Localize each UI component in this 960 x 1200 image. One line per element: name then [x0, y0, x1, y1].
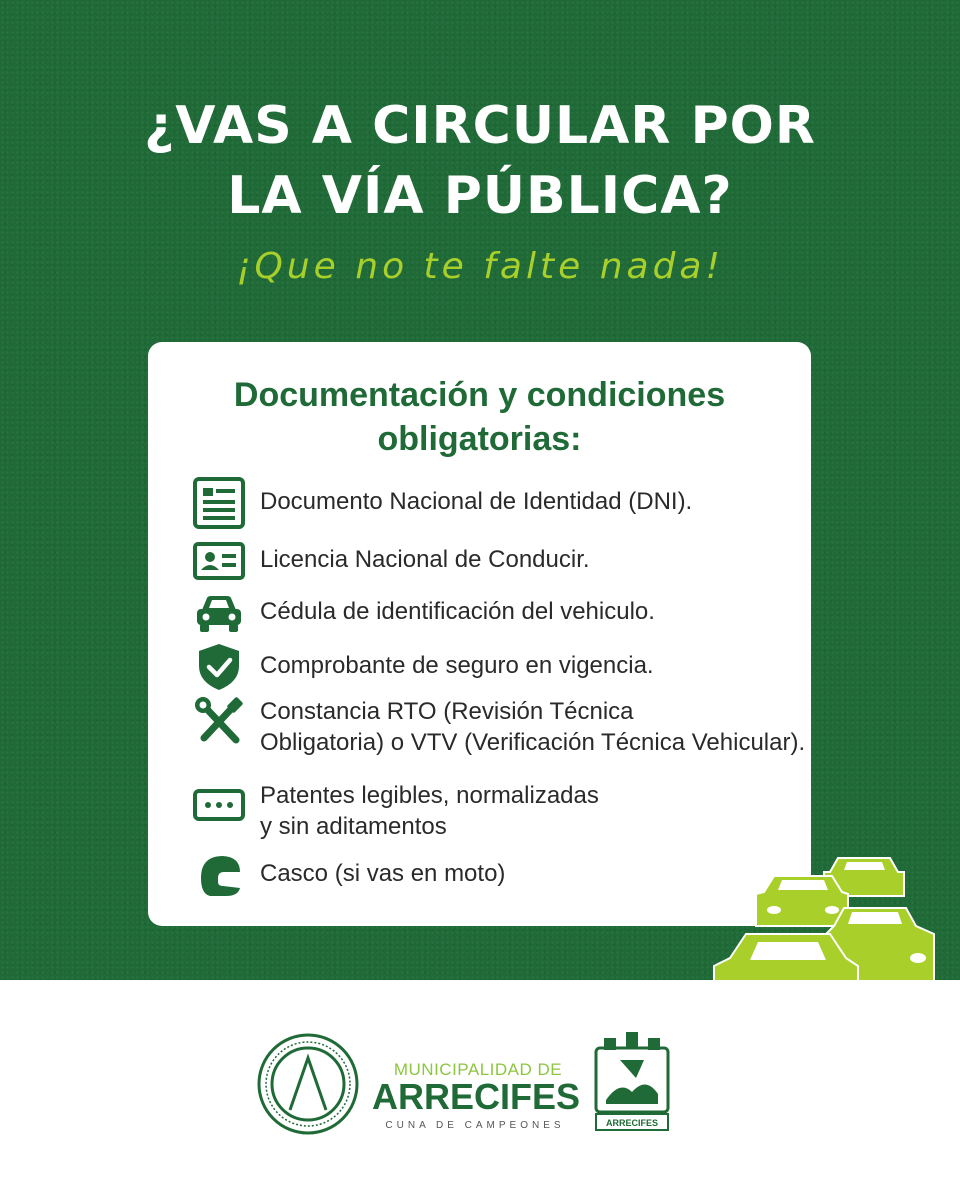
- arrecifes-seal-logo: [256, 1032, 360, 1136]
- id-card-icon: [192, 534, 246, 588]
- requirement-text: Casco (si vas en moto): [260, 860, 506, 887]
- municipality-name: ARRECIFES: [372, 1076, 581, 1117]
- requirement-text: Documento Nacional de Identidad (DNI).: [260, 488, 693, 515]
- subheadline: ¡Que no te falte nada!: [236, 246, 724, 287]
- requirement-item-license: [192, 534, 792, 588]
- requirement-text: Constancia RTO (Revisión Técnica Obligatoria) o VTV (Verificación Técnica Vehicular).: [260, 698, 806, 756]
- headline-line-1: ¿VAS A CIRCULAR POR: [144, 96, 816, 156]
- requirement-item-plates: [192, 778, 792, 842]
- tools-icon: [192, 694, 246, 748]
- municipality-tagline: CUNA DE CAMPEONES: [385, 1120, 565, 1131]
- shield-check-icon: [192, 640, 246, 694]
- helmet-icon: [192, 848, 246, 902]
- requirements-card: [148, 342, 811, 926]
- license-plate-icon: [192, 778, 246, 832]
- card-title-line-1: Documentación y condiciones: [233, 376, 726, 414]
- document-icon: [192, 476, 246, 530]
- car-icon: [192, 586, 246, 640]
- requirement-item-rto-vtv: [192, 694, 806, 758]
- requirement-text: Licencia Nacional de Conducir.: [260, 546, 590, 573]
- crest-label: ARRECIFES: [605, 1118, 659, 1128]
- headline-line-2: LA VÍA PÚBLICA?: [227, 166, 733, 226]
- municipality-label: MUNICIPALIDAD DE: [393, 1060, 563, 1079]
- requirement-item-dni: [192, 476, 792, 530]
- requirement-item-insurance: [192, 640, 792, 694]
- requirement-item-vehicle-id: [192, 586, 792, 640]
- requirement-text: Comprobante de seguro en vigencia.: [260, 652, 654, 679]
- requirement-text: Cédula de identificación del vehiculo.: [260, 598, 655, 625]
- requirement-text: Patentes legibles, normalizadas y sin aditamentos: [260, 782, 599, 840]
- arrecifes-crest-icon: [590, 1030, 674, 1134]
- requirement-item-helmet: [192, 848, 792, 902]
- card-title-line-2: obligatorias:: [377, 420, 582, 458]
